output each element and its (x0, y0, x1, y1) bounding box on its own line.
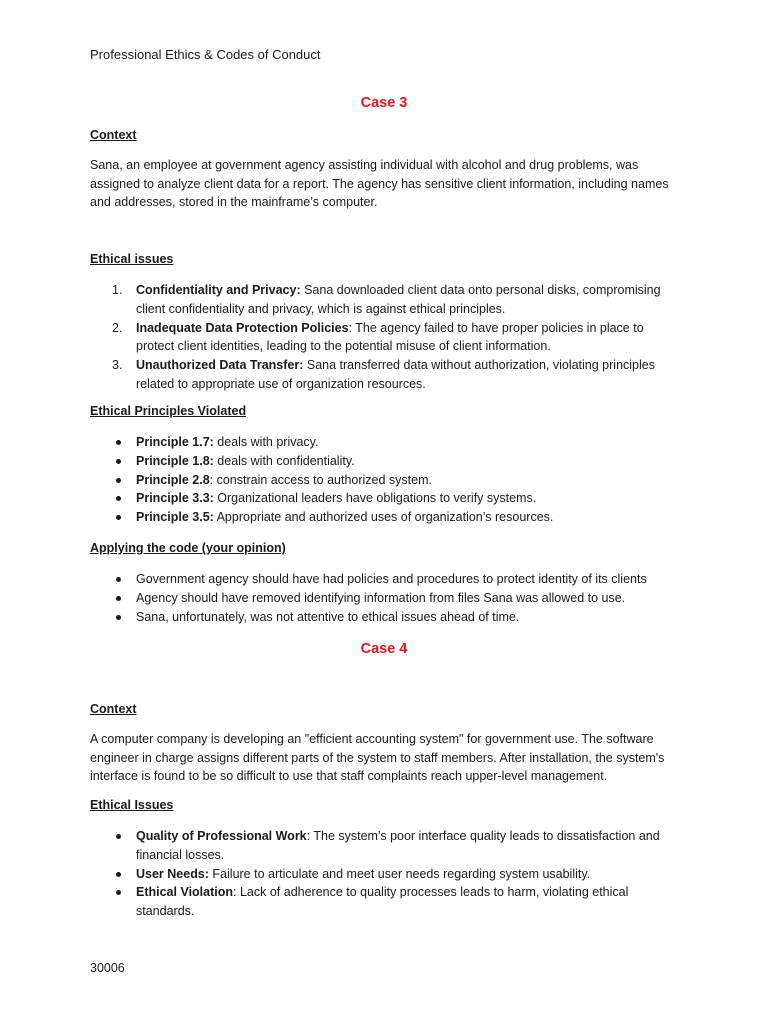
case3-title: Case 3 (360, 95, 408, 111)
principle-text: Appropriate and authorized uses of organization’s resources. (213, 510, 554, 525)
case4-ethical-issues-list (90, 827, 680, 921)
case3-applying-list (90, 570, 680, 626)
list-number: 1. (112, 283, 123, 297)
principle-text: : constrain access to authorized system. (209, 472, 432, 487)
issue-term: Confidentiality and Privacy: (136, 283, 301, 297)
principle-term: Principle 1.7: (136, 435, 214, 449)
issue-text: : Lack of adherence to quality processes leads to harm, violating ethical standards. (136, 885, 629, 919)
bullet-icon (116, 515, 121, 520)
issue-text: : The system's poor interface quality leads to dissatisfaction and financial losses. (136, 829, 660, 862)
case4-context-text: A computer company is developing an "efficient accounting system" for government use. The software engineer in charge assigns different parts of the system to staff members. After installation, the system's interface is found to be so difficult to use that staff complaints reach upper-level management. (90, 732, 665, 783)
case3-principles-list (90, 433, 680, 527)
list-item (90, 281, 680, 319)
applying-text: Agency should have removed identifying information from files Sana was allowed to use. (136, 590, 626, 605)
issue-term: Ethical Violation (136, 885, 234, 900)
issue-term: Inadequate Data Protection Policies (136, 320, 349, 335)
principle-text: Organizational leaders have obligations to verify systems. (213, 491, 537, 506)
bullet-icon (116, 596, 121, 601)
list-item (90, 356, 680, 394)
list-item (90, 508, 680, 527)
bullet-icon (116, 577, 121, 582)
case3-context-heading: Context (90, 128, 137, 142)
page-footer: 30006 (90, 961, 125, 975)
issue-term: User Needs: (136, 866, 209, 881)
applying-text: Government agency should have had policies and procedures to protect identity of its clients (136, 572, 647, 586)
principle-term: Principle 2.8 (136, 472, 210, 487)
list-item (90, 452, 680, 471)
case3-applying-heading: Applying the code (your opinion) (90, 541, 286, 555)
list-item (90, 489, 680, 508)
bullet-icon (116, 459, 121, 464)
principle-term: Principle 3.3: (136, 491, 214, 506)
principle-term: Principle 3.5: (136, 510, 214, 525)
bullet-icon (116, 478, 121, 483)
issue-term: Quality of Professional Work (136, 829, 307, 843)
list-item (90, 433, 680, 452)
bullet-icon (116, 440, 121, 445)
list-item (90, 865, 680, 884)
list-item (90, 570, 680, 589)
bullet-icon (116, 615, 121, 620)
applying-text: Sana, unfortunately, was not attentive to ethical issues ahead of time. (136, 609, 520, 624)
list-number: 2. (112, 320, 123, 335)
case3-context-text: Sana, an employee at government agency assisting individual with alcohol and drug problems, was assigned to analyze client data for a report. The agency has sensitive client information, including names and addresses, stored in the mainframe’s computer. (90, 158, 669, 209)
case4-context-heading: Context (90, 702, 137, 716)
principle-term: Principle 1.8: (136, 453, 214, 468)
case3-ethical-issues-heading: Ethical issues (90, 252, 174, 266)
case3-ethical-issues-list (90, 281, 680, 394)
issue-term: Unauthorized Data Transfer: (136, 358, 304, 373)
bullet-icon (116, 872, 121, 877)
list-item (90, 827, 680, 865)
case4-title: Case 4 (360, 641, 408, 657)
bullet-icon (116, 496, 121, 501)
bullet-icon (116, 890, 121, 895)
case3-principles-heading: Ethical Principles Violated (90, 404, 247, 418)
principle-text: deals with confidentiality. (213, 453, 355, 468)
list-number: 3. (112, 358, 123, 373)
issue-text: Sana downloaded client data onto personal disks, compromising client confidentiality and privacy, which is against ethical principles. (136, 283, 661, 316)
list-item (90, 319, 680, 357)
list-item (90, 608, 680, 627)
page-header: Professional Ethics & Codes of Conduct (90, 47, 321, 62)
issue-text: Sana transferred data without authorization, violating principles related to appropriate use of organization resources. (136, 358, 655, 391)
principle-text: deals with privacy. (213, 435, 319, 449)
issue-text: : The agency failed to have proper policies in place to protect client identities, leading to the potential misuse of client information. (136, 320, 644, 354)
case4-ethical-issues-heading: Ethical Issues (90, 798, 174, 812)
bullet-icon (116, 834, 121, 839)
list-item (90, 883, 680, 921)
issue-text: Failure to articulate and meet user needs regarding system usability. (208, 866, 591, 881)
list-item (90, 589, 680, 608)
list-item (90, 471, 680, 490)
